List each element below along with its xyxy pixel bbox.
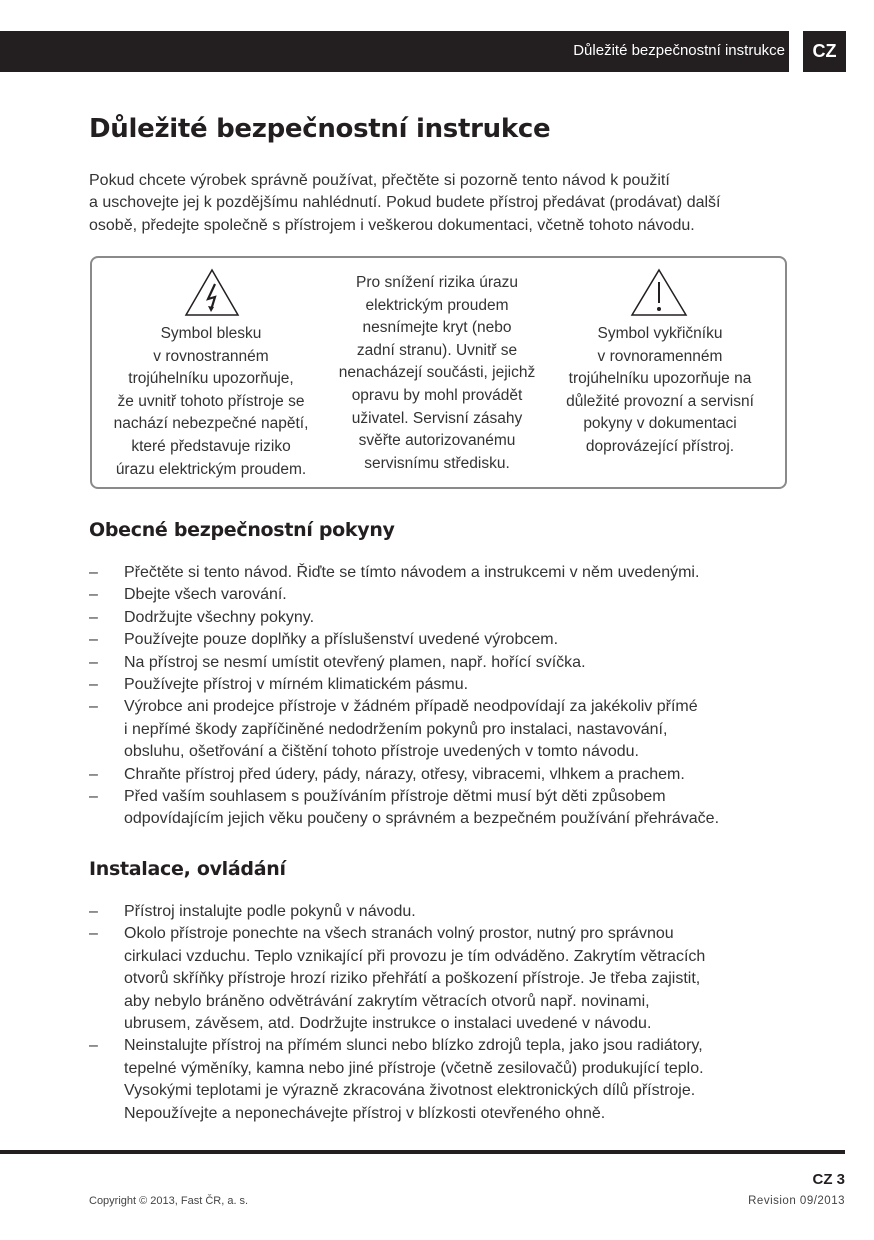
section-heading-installation: Instalace, ovládání xyxy=(89,858,286,880)
list-item-line: odpovídajícím jejich věku poučeny o správném a bezpečném používání přehrávače. xyxy=(124,810,720,828)
list-item-line: Přečtěte si tento návod. Řiďte se tímto návodem a instrukcemi v něm uvedenými. xyxy=(124,564,700,581)
list-item xyxy=(89,786,719,831)
list-item-line: Chraňte přístroj před údery, pády, nárazy, otřesy, vibracemi, vlhkem a prachem. xyxy=(124,765,685,783)
page-title: Důležité bezpečnostní instrukce xyxy=(89,114,551,144)
lightning-warning-icon xyxy=(184,268,240,318)
box-text-line: Symbol blesku xyxy=(160,325,262,342)
exclamation-symbol-text xyxy=(550,323,770,459)
intro-line: Pokud chcete výrobek správně používat, přečtěte si pozorně tento návod k použití xyxy=(89,172,670,189)
list-item xyxy=(89,764,719,786)
list-item xyxy=(89,607,719,629)
box-text-line: trojúhelníku upozorňuje, xyxy=(128,370,294,388)
list-item xyxy=(89,923,705,1035)
bullet-dash: – xyxy=(89,698,98,716)
box-text-line: zadní stranu). Uvnitř se xyxy=(356,341,518,359)
bullet-dash: – xyxy=(89,925,98,943)
box-text-line: Pro snížení rizika úrazu xyxy=(356,274,518,291)
language-tab: CZ xyxy=(803,31,846,72)
box-text-line: které představuje riziko xyxy=(131,437,291,455)
list-item xyxy=(89,584,719,606)
list-item xyxy=(89,901,705,923)
list-item xyxy=(89,1035,705,1125)
box-text-line: nachází nebezpečné napětí, xyxy=(113,415,309,433)
bullet-dash: – xyxy=(89,564,98,581)
box-text-line: doprovázející přístroj. xyxy=(585,437,735,455)
list-item xyxy=(89,629,719,651)
list-item-line: Vysokými teplotami je výrazně zkracována životnost elektronických dílů přístroje. xyxy=(124,1082,696,1100)
list-item xyxy=(89,674,719,696)
box-text-line: v rovnoramenném xyxy=(597,347,723,365)
box-text-line: elektrickým proudem xyxy=(365,296,509,314)
page-number: CZ 3 xyxy=(812,1171,845,1188)
list-item-line: Nepoužívejte a neponechávejte přístroj v blízkosti otevřeného ohně. xyxy=(124,1104,606,1122)
list-item xyxy=(89,562,719,584)
bullet-dash: – xyxy=(89,608,98,626)
list-item xyxy=(89,652,719,674)
lightning-symbol-text xyxy=(106,323,316,481)
box-text-line: trojúhelníku upozorňuje na xyxy=(568,370,752,388)
list-item-line: cirkulaci vzduchu. Teplo vznikající při provozu je tím odváděno. Zakrytím větracích xyxy=(124,947,706,965)
copyright: Copyright © 2013, Fast ČR, a. s. xyxy=(89,1195,249,1207)
box-text-line: že uvnitř tohoto přístroje se xyxy=(117,392,305,410)
bullet-dash: – xyxy=(89,1037,98,1055)
bullet-dash: – xyxy=(89,653,98,671)
list-item-line: i nepřímé škody zapříčiněné nedodržením pokynů pro instalaci, nastavování, xyxy=(124,720,668,738)
list-item-line: obsluhu, ošetřování a čištění tohoto přístroje uvedených v tomto návodu. xyxy=(124,743,639,761)
list-item-line: Okolo přístroje ponechte na všech stranách volný prostor, nutný pro správnou xyxy=(124,925,674,943)
list-item-line: Dbejte všech varování. xyxy=(124,586,287,604)
bullet-dash: – xyxy=(89,903,98,920)
box-text-line: v rovnostranném xyxy=(153,347,269,365)
list-item-line: aby nebylo bráněno odvětrávání zakrytím větracích otvorů např. novinami, xyxy=(124,992,650,1010)
warning-box xyxy=(90,256,787,489)
box-text-line: servisnímu středisku. xyxy=(364,454,510,472)
list-item xyxy=(89,696,719,763)
box-text-line: nesnímejte kryt (nebo xyxy=(362,319,512,337)
revision: Revision 09/2013 xyxy=(748,1195,845,1207)
list-item-line: Přístroj instalujte podle pokynů v návodu. xyxy=(124,903,416,920)
section-heading-general: Obecné bezpečnostní pokyny xyxy=(89,519,395,541)
list-item-line: Na přístroj se nesmí umístit otevřený plamen, např. hořící svíčka. xyxy=(124,653,586,671)
list-item-line: Používejte přístroj v mírném klimatickém pásmu. xyxy=(124,676,469,694)
box-text-line: pokyny v dokumentaci xyxy=(583,415,737,433)
list-item-line: Před vaším souhlasem s používáním přístroje dětmi musí být děti způsobem xyxy=(124,788,666,806)
intro-paragraph xyxy=(89,170,720,237)
bullet-dash: – xyxy=(89,676,98,694)
installation-list xyxy=(89,901,705,1125)
list-item-line: Výrobce ani prodejce přístroje v žádném případě neodpovídají za jakékoliv přímé xyxy=(124,698,698,716)
list-item-line: otvorů skříňky přístroje hrozí riziko přehřátí a poškození přístroje. Je třeba zajistit, xyxy=(124,970,701,988)
list-item-line: tepelné výměníky, kamna nebo jiné přístroje (včetně zesilovačů) produkující teplo. xyxy=(124,1059,704,1077)
bullet-dash: – xyxy=(89,586,98,604)
exclamation-warning-icon xyxy=(630,268,688,318)
box-text-line: důležité provozní a servisní xyxy=(566,392,754,410)
list-item-line: Neinstalujte přístroj na přímém slunci nebo blízko zdrojů tepla, jako jsou radiátory, xyxy=(124,1037,703,1055)
box-text-line: úrazu elektrickým proudem. xyxy=(115,460,307,478)
bullet-dash: – xyxy=(89,765,98,783)
list-item-line: ubrusem, závěsem, atd. Dodržujte instrukce o instalaci uvedené v návodu. xyxy=(124,1015,652,1033)
list-item-line: Dodržujte všechny pokyny. xyxy=(124,608,315,626)
cover-warning-text xyxy=(327,272,547,475)
box-text-line: nenacházejí součásti, jejichž xyxy=(338,364,536,382)
intro-line: osobě, předejte společně s přístrojem i veškerou dokumentaci, včetně tohoto návodu. xyxy=(89,216,695,234)
intro-line: a uschovejte jej k pozdějšímu nahlédnutí. Pokud budete přístroj předávat (prodávat) další xyxy=(89,194,721,212)
header-title: Důležité bezpečnostní instrukce xyxy=(573,42,785,59)
box-text-line: uživatel. Servisní zásahy xyxy=(351,409,523,427)
header-bar xyxy=(0,31,789,72)
footer-rule xyxy=(0,1150,845,1154)
general-safety-list xyxy=(89,562,719,831)
list-item-line: Používejte pouze doplňky a příslušenství uvedené výrobcem. xyxy=(124,631,559,649)
bullet-dash: – xyxy=(89,631,98,649)
box-text-line: Symbol vykřičníku xyxy=(597,325,723,342)
box-text-line: opravu by mohl provádět xyxy=(351,386,523,404)
box-text-line: svěřte autorizovanému xyxy=(358,432,516,450)
bullet-dash: – xyxy=(89,788,98,806)
